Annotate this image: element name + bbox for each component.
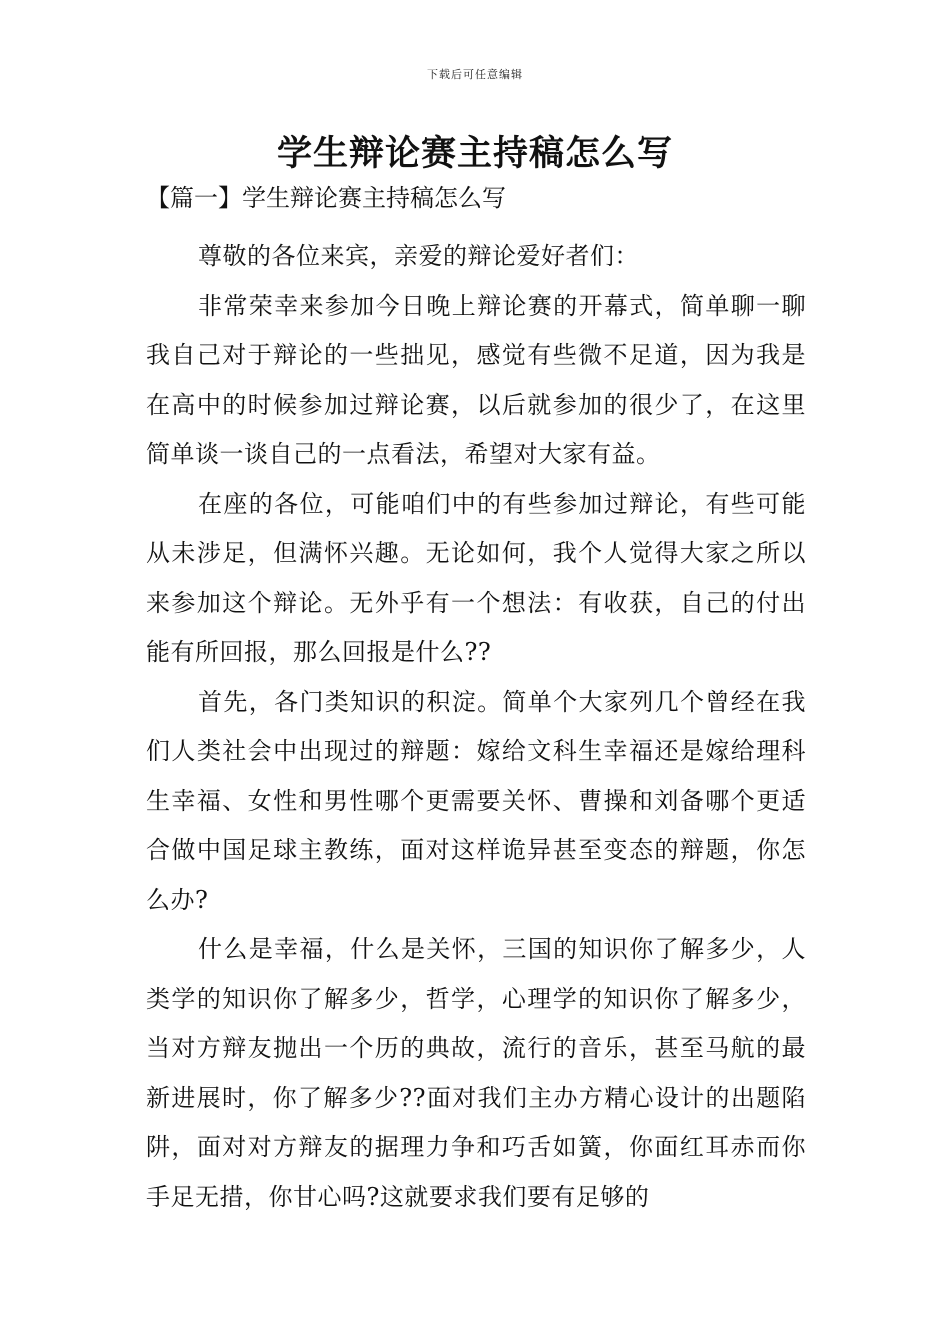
document-title: 学生辩论赛主持稿怎么写 xyxy=(276,133,673,174)
paragraph: 什么是幸福，什么是关怀，三国的知识你了解多少，人类学的知识你了解多少，哲学，心理学的知识你了解多少，当对方辩友抛出一个历的典故，流行的音乐，甚至马航的最新进展时，你了解多少??面对我们主办方精心设计的出题陷阱，面对对方辩友的据理力争和巧舌如簧，你面红耳赤而你手足无措，你甘心吗?这就要求我们要有足够的 xyxy=(146,935,806,1211)
header-note: 下载后可任意编辑 xyxy=(427,68,523,81)
paragraph: 尊敬的各位来宾，亲爱的辩论爱好者们： xyxy=(198,242,639,270)
section-heading: 【篇一】学生辩论赛主持稿怎么写 xyxy=(146,184,506,212)
paragraph: 非常荣幸来参加今日晚上辩论赛的开幕式，简单聊一聊我自己对于辩论的一些拙见，感觉有些微不足道，因为我是在高中的时候参加过辩论赛，以后就参加的很少了，在这里简单谈一谈自己的一点看法，希望对大家有益。 xyxy=(146,291,806,468)
paragraph: 在座的各位，可能咱们中的有些参加过辩论，有些可能从未涉足，但满怀兴趣。无论如何，我个人觉得大家之所以来参加这个辩论。无外乎有一个想法：有收获，自己的付出能有所回报，那么回报是什么?? xyxy=(146,489,806,666)
paragraph: 首先，各门类知识的积淀。简单个大家列几个曾经在我们人类社会中出现过的辩题：嫁给文科生幸福还是嫁给理科生幸福、女性和男性哪个更需要关怀、曹操和刘备哪个更适合做中国足球主教练，面对这样诡异甚至变态的辩题，你怎么办? xyxy=(146,687,806,914)
body-text xyxy=(146,232,806,1222)
